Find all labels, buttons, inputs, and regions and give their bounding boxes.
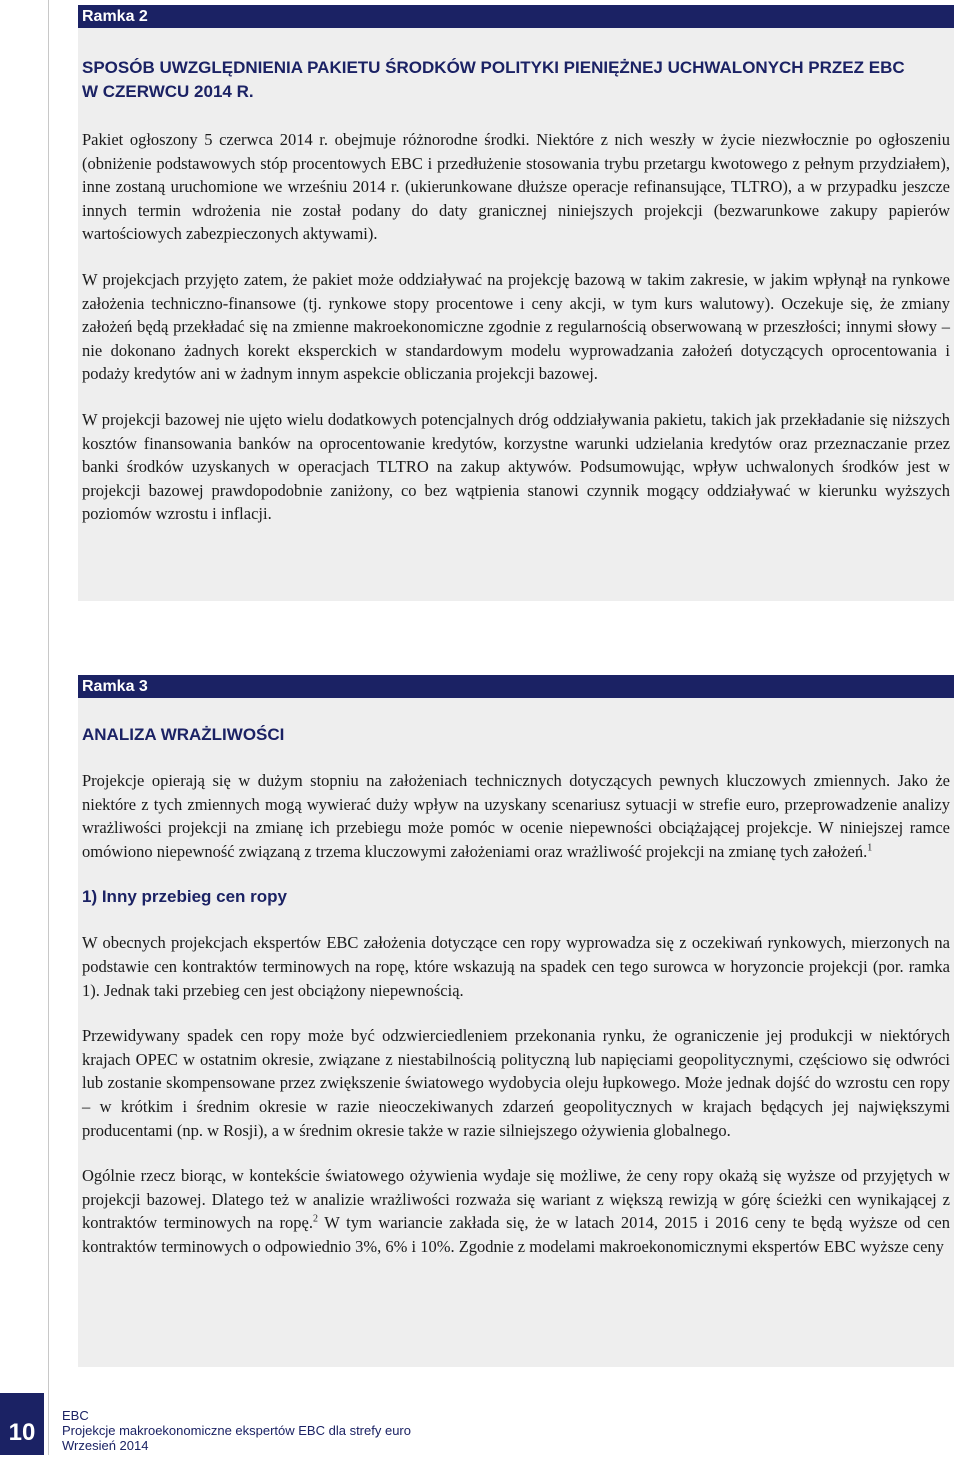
box-3-paragraph-3: Przewidywany spadek cen ropy może być odzwierciedleniem przekonania rynku, że ograniczenie jej produkcji w niektórych krajach OPEC w ostatnim okresie, związane z niestabilnością polityczną lub napięciami geopolitycznymi, częściowo się odwróci lub zostanie skompensowane przez zwiększenie światowego wydobycia oleju łupkowego. Może jednak dojść do wzrostu cen ropy – w krótkim i średnim okresie w razie nieoczekiwanych zdarzeń geopolitycznych w krajach będących jej największymi producentami (np. w Rosji), a w średnim okresie także w razie silniejszego ożywienia globalnego. — [82, 1026, 950, 1140]
box-2-header: Ramka 2 — [78, 5, 954, 28]
box-2-paragraph-3: W projekcji bazowej nie ujęto wielu dodatkowych potencjalnych dróg oddziaływania pakietu, takich jak przekładanie się niższych kosztów finansowania banków na oprocentowanie kredytów, korzystne warunki udzielania kredytów oraz przeznaczanie przez banki środków uzyskanych w operacjach TLTRO na zakup aktywów. Podsumowując, wpływ uchwalonych środków jest w projekcji bazowej prawdopodobnie zaniżony, co bez wątpienia stanowi czynnik mogący oddziaływać w kierunku wyższych poziomów wzrostu i inflacji. — [82, 409, 950, 524]
box-3-paragraph-1-text: Projekcje opierają się w dużym stopniu na założeniach technicznych dotyczących pewnych kluczowych zmiennych. Jako że niektóre z tych zmiennych mogą wywierać duży wpływ na uzyskany scenariusz sytuacji w strefie euro, przeprowadzenie analizy wrażliwości projekcji na zmianę ich przebiegu może pomóc w ocenie niepewności obciążającej projekcje. W niniejszej ramce omówiono niepewność związaną z trzema kluczowymi założeniami oraz wrażliwość projekcji na zmianę tych założeń. — [82, 771, 950, 861]
footer-date: Wrzesień 2014 — [62, 1438, 149, 1453]
footer-publisher: EBC — [62, 1408, 89, 1423]
footer-publication-title: Projekcje makroekonomiczne ekspertów EBC dla strefy euro — [62, 1423, 411, 1438]
box-2-title-line-1: SPOSÓB UWZGLĘDNIENIA PAKIETU ŚRODKÓW POLITYKI PIENIĘŻNEJ UCHWALONYCH PRZEZ EBC — [82, 58, 905, 77]
box-3-paragraph-1 — [78, 769, 954, 863]
box-2-title-line-2: W CZERWCU 2014 R. — [82, 82, 254, 101]
page-footer — [62, 1408, 411, 1453]
box-3-paragraph-4-text-b: W tym wariancie zakłada się, że w latach 2014, 2015 i 2016 ceny te będą wyższe od cen kontraktów terminowych o odpowiednio 3%, 6% i 10%. Zgodnie z modelami makroekonomicznymi ekspertów EBC wyższe ceny — [82, 1213, 950, 1256]
box-3-paragraph-4 — [78, 1164, 954, 1258]
box-2-paragraph-1: Pakiet ogłoszony 5 czerwca 2014 r. obejmuje różnorodne środki. Niektóre z nich weszły w życie niezwłocznie po ogłoszeniu (obniżenie podstawowych stóp procentowych EBC i przedłużenie stosowania trybu przetargu kwotowego z pełnym przydziałem), inne zostaną uruchomione we wrześniu 2014 r. (ukierunkowane dłuższe operacje refinansujące, TLTRO), a w przypadku jeszcze innych termin wdrożenia nie został podany do daty granicznej niniejszych projekcji (bezwarunkowe zakupy papierów wartościowych zabezpieczonych aktywami). — [82, 130, 950, 244]
box-3-subheading-oil-prices: 1) Inny przebieg cen ropy — [82, 887, 287, 907]
box-3 — [78, 675, 954, 1367]
box-3-header: Ramka 3 — [78, 675, 954, 698]
box-2 — [78, 5, 954, 601]
left-margin-rule — [48, 0, 49, 1455]
box-3-paragraph-4-text-a: Ogólnie rzecz biorąc, w kontekście światowego ożywienia wydaje się możliwe, że ceny ropy okażą się wyższe od przyjętych w projekcji bazowej. Dlatego też w analizie wrażliwości rozważa się wariant z większą rewizją w górę ścieżki cen wynikającej z kontraktów terminowych na ropę. — [82, 1166, 950, 1233]
box-3-title: ANALIZA WRAŻLIWOŚCI — [82, 725, 285, 744]
footnote-ref-2[interactable]: 2 — [313, 1213, 318, 1225]
box-2-paragraph-2: W projekcjach przyjęto zatem, że pakiet może oddziaływać na projekcję bazową w takim zakresie, w jakim wpłynął na rynkowe założenia techniczno-finansowe (tj. rynkowe stopy procentowe i ceny akcji, w tym kurs walutowy). Oczekuje się, że zmiany założeń będą przekładać się na zmienne makroekonomiczne zgodnie z regularnością obserwowaną w przeszłości; innymi słowy – nie dokonano żadnych korekt eksperckich w standardowym modelu wyprowadzania założeń dotyczących oprocentowania i podaży kredytów ani w żadnym innym aspekcie obliczania projekcji bazowej. — [82, 269, 950, 384]
page-number: 10 — [0, 1393, 44, 1455]
footnote-ref-1[interactable]: 1 — [867, 842, 873, 854]
box-2-title — [78, 56, 954, 104]
box-3-paragraph-2: W obecnych projekcjach ekspertów EBC założenia dotyczące cen ropy wyprowadza się z oczekiwań rynkowych, mierzonych na podstawie cen kontraktów terminowych na ropę, które wskazują na spadek cen tego surowca w horyzoncie projekcji (por. ramka 1). Jednak taki przebieg cen jest obciążony niepewnością. — [82, 933, 950, 1000]
